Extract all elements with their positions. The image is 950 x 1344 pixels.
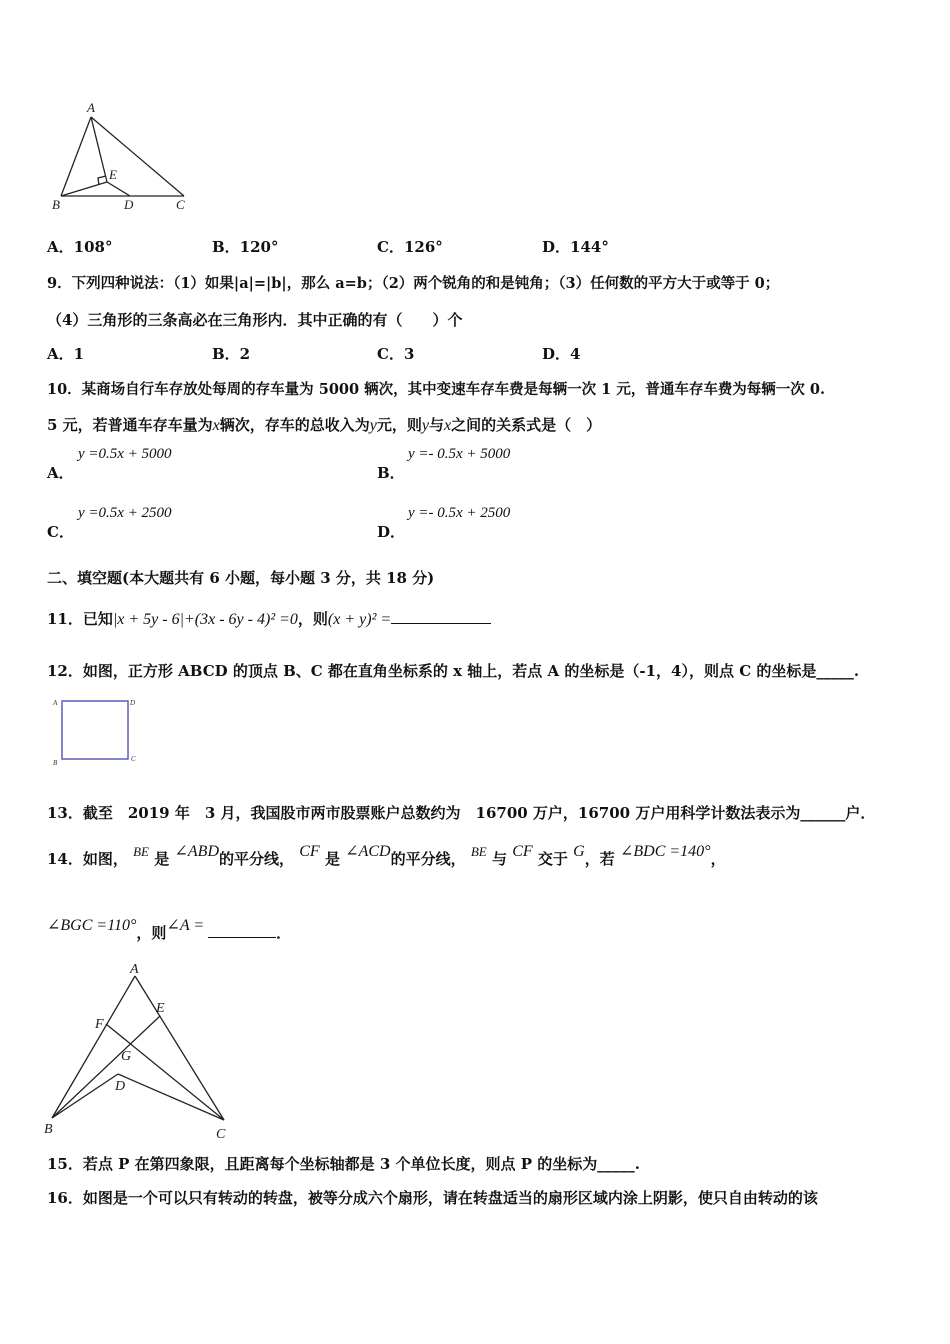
- q14-answer-blank[interactable]: [208, 923, 276, 938]
- q11-mid: ，则: [297, 610, 328, 628]
- q8-option-d: D．144°: [542, 238, 609, 256]
- q8-option-b: B．120°: [212, 238, 279, 256]
- label-a: A: [87, 100, 95, 115]
- q14-if: ，若: [584, 850, 615, 868]
- fig-label-a: A: [130, 962, 139, 977]
- q10-var-x: x: [212, 417, 220, 434]
- q14-comma: ，: [710, 850, 726, 868]
- q10-option-c-label: C．: [47, 523, 74, 541]
- segment-ed: [107, 182, 130, 196]
- q14-text-line1: [47, 843, 726, 869]
- q9-option-b: B．2: [212, 345, 251, 363]
- q12-text: 12．如图，正方形 ABCD 的顶点 B、C 都在直角坐标系的 x 轴上，若点 A 的坐标是（-1，4），则点 C 的坐标是_____.: [47, 662, 860, 680]
- q10-option-d-formula: y =- 0.5x + 2500: [408, 505, 511, 521]
- q10-option-a-formula: y =0.5x + 5000: [78, 446, 172, 462]
- segment-ae: [91, 117, 107, 182]
- q11-prefix: 11．已知: [47, 610, 113, 628]
- q10-text-line1: 10．某商场自行车存放处每周的存车量为 5000 辆次，其中变速车存车费是每辆一次 1 元，普通车存车费为每辆一次 0.: [47, 381, 825, 398]
- q14-and: 与: [491, 850, 507, 868]
- q13-text: 13．截至 2019 年 3 月，我国股市两市股票账户总数约为 16700 万户，16700 万户用科学计数法表示为______户．: [47, 804, 876, 822]
- label-d: D: [124, 197, 134, 212]
- q14-g: G: [573, 843, 585, 860]
- q9-option-d: D．4: [542, 345, 581, 363]
- triangle-figure-q8: [45, 95, 205, 220]
- fig-label-b: B: [44, 1122, 53, 1137]
- q14-be: BE: [133, 844, 149, 859]
- q10-text-c: 元，则: [376, 416, 422, 434]
- fig-label-g: G: [121, 1049, 132, 1064]
- q10-option-b-formula: y =- 0.5x + 5000: [408, 446, 511, 462]
- q14-then: ，则: [136, 924, 167, 942]
- q14-cf: CF: [299, 843, 320, 860]
- q10-var-x2: x: [444, 417, 452, 434]
- q14-angle-bgc: ∠BGC =110°: [47, 917, 137, 934]
- q11-answer-blank[interactable]: [391, 609, 491, 624]
- side-ab: [61, 117, 91, 196]
- q10-text-b: 辆次，存车的总收入为: [219, 416, 370, 434]
- q9-text-line1: 9．下列四种说法：（1）如果|a|=|b|，那么 a=b；（2）两个锐角的和是钝角；（3）任何数的平方大于或等于 0；: [47, 275, 780, 292]
- label-c: C: [176, 197, 185, 212]
- q9-option-a: A．1: [47, 345, 85, 363]
- q10-text-line2: [47, 414, 601, 435]
- sq-label-b: B: [53, 759, 58, 767]
- q10-text-e: 之间的关系式是（ ）: [451, 416, 602, 434]
- q14-bisector2: 的平分线，: [390, 850, 466, 868]
- q14-is2: 是: [324, 850, 340, 868]
- q14-cf2: CF: [512, 843, 533, 860]
- sq-label-d: D: [130, 699, 136, 707]
- q14-angle-acd: ∠ACD: [345, 843, 391, 860]
- side-ac: [135, 976, 224, 1120]
- segment-be: [61, 182, 107, 196]
- fig-label-f: F: [95, 1017, 104, 1032]
- segment-bd: [52, 1074, 118, 1118]
- segment-dc: [118, 1074, 224, 1120]
- fig-label-c: C: [216, 1127, 226, 1142]
- segment-be: [52, 1016, 160, 1118]
- q9-option-c: C．3: [377, 345, 415, 363]
- q14-angle-bdc: ∠BDC =140°: [619, 843, 711, 860]
- label-b: B: [52, 197, 60, 212]
- q8-option-c: C．126°: [377, 238, 443, 256]
- q10-option-a-label: A．: [47, 464, 74, 482]
- q14-text-line2: [47, 917, 292, 943]
- q14-angle-abd: ∠ABD: [174, 843, 219, 860]
- q14-prefix: 14．如图，: [47, 850, 128, 868]
- q16-text: 16．如图是一个可以只有转动的转盘，被等分成六个扇形，请在转盘适当的扇形区域内涂上阴影，使只自由转动的该: [47, 1189, 818, 1207]
- sq-label-a: A: [53, 699, 58, 707]
- q14-bisector1: 的平分线，: [219, 850, 295, 868]
- label-e: E: [109, 167, 117, 182]
- fig-label-d: D: [115, 1079, 126, 1094]
- section2-title: 二、填空题(本大题共有 6 小题，每小题 3 分，共 18 分): [47, 569, 435, 587]
- q10-option-c-formula: y =0.5x + 2500: [78, 505, 172, 521]
- triangle-figure-q14: [40, 960, 240, 1145]
- q14-end: ．: [276, 924, 292, 942]
- side-ac: [91, 117, 184, 196]
- side-ab: [52, 976, 135, 1118]
- q15-text: 15．若点 P 在第四象限，且距离每个坐标轴都是 3 个单位长度，则点 P 的坐标为_____.: [47, 1155, 640, 1173]
- segment-cf: [106, 1024, 224, 1120]
- q14-be2: BE: [470, 844, 487, 859]
- q11-formula2: (x + y)² =: [327, 611, 392, 628]
- fig-label-e: E: [156, 1001, 165, 1016]
- square-abcd: [62, 701, 128, 759]
- q10-option-b-label: B．: [377, 464, 405, 482]
- q14-is1: 是: [154, 850, 170, 868]
- q9-text-line2: （4）三角形的三条高必在三角形内．其中正确的有（ ）个: [47, 311, 463, 329]
- q10-var-y2: y: [421, 417, 430, 434]
- q14-meet: 交于: [537, 850, 568, 868]
- sq-label-c: C: [131, 755, 136, 763]
- q14-angle-a: ∠A =: [166, 917, 205, 934]
- q10-text-a: 5 元，若普通车存车量为: [47, 416, 213, 434]
- q10-var-y: y: [369, 417, 377, 434]
- q11-formula: |x + 5y - 6|+(3x - 6y - 4)² =0: [112, 611, 298, 628]
- q10-text-d: 与: [429, 416, 445, 434]
- q8-option-a: A．108°: [47, 238, 113, 256]
- square-figure-q12: [50, 695, 145, 770]
- q11-text: [47, 608, 491, 629]
- q10-option-d-label: D．: [377, 523, 406, 541]
